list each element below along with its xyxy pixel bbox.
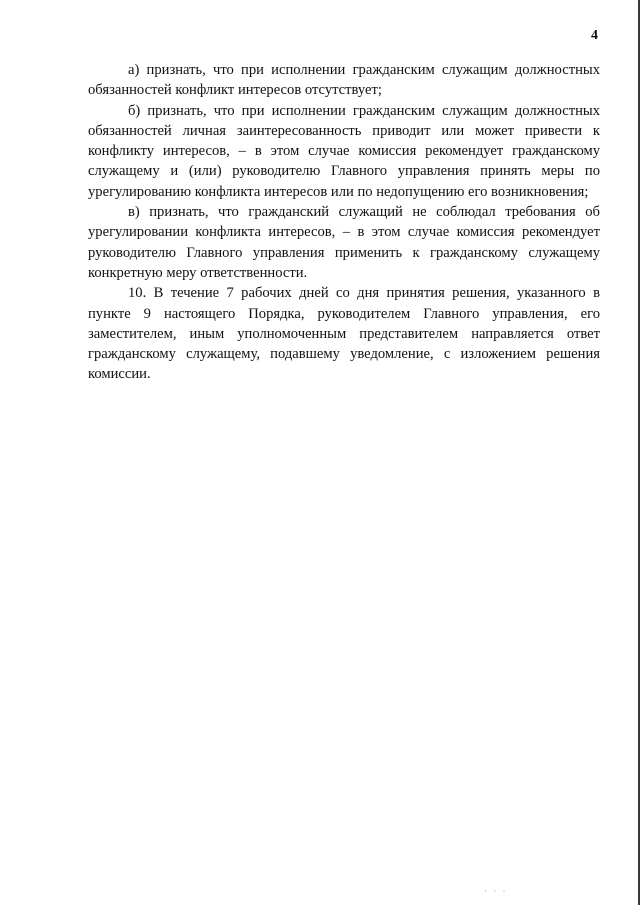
paragraph-c: в) признать, что гражданский служащий не соблюдал требования об урегулировании конфликта интересов, – в этом случае комиссия рекомендует руководителю Главного управления применить к гражданскому служащему конкретную меру ответственности. [88, 204, 600, 281]
paragraph-b: б) признать, что при исполнении гражданским служащим должностных обязанностей личная заинтересованность приводит или может привести к конфликту интересов, – в этом случае комиссия рекомендует гражданскому служащему и (или) руководителю Главного управления принять меры по урегулированию конфликта интересов или по недопущению его возникновения; [88, 102, 600, 200]
document-body [88, 60, 600, 385]
page-number: 4 [591, 28, 598, 43]
paragraph-10: 10. В течение 7 рабочих дней со дня принятия решения, указанного в пункте 9 настоящего Порядка, руководителем Главного управления, его заместителем, иным уполномоченным представителем направляется ответ гражданскому служащему, подавшему уведомление, с изложением решения комиссии. [88, 285, 600, 383]
scan-mark: · · · [484, 886, 508, 896]
paragraph-a: а) признать, что при исполнении гражданским служащим должностных обязанностей конфликт интересов отсутствует; [88, 62, 600, 99]
